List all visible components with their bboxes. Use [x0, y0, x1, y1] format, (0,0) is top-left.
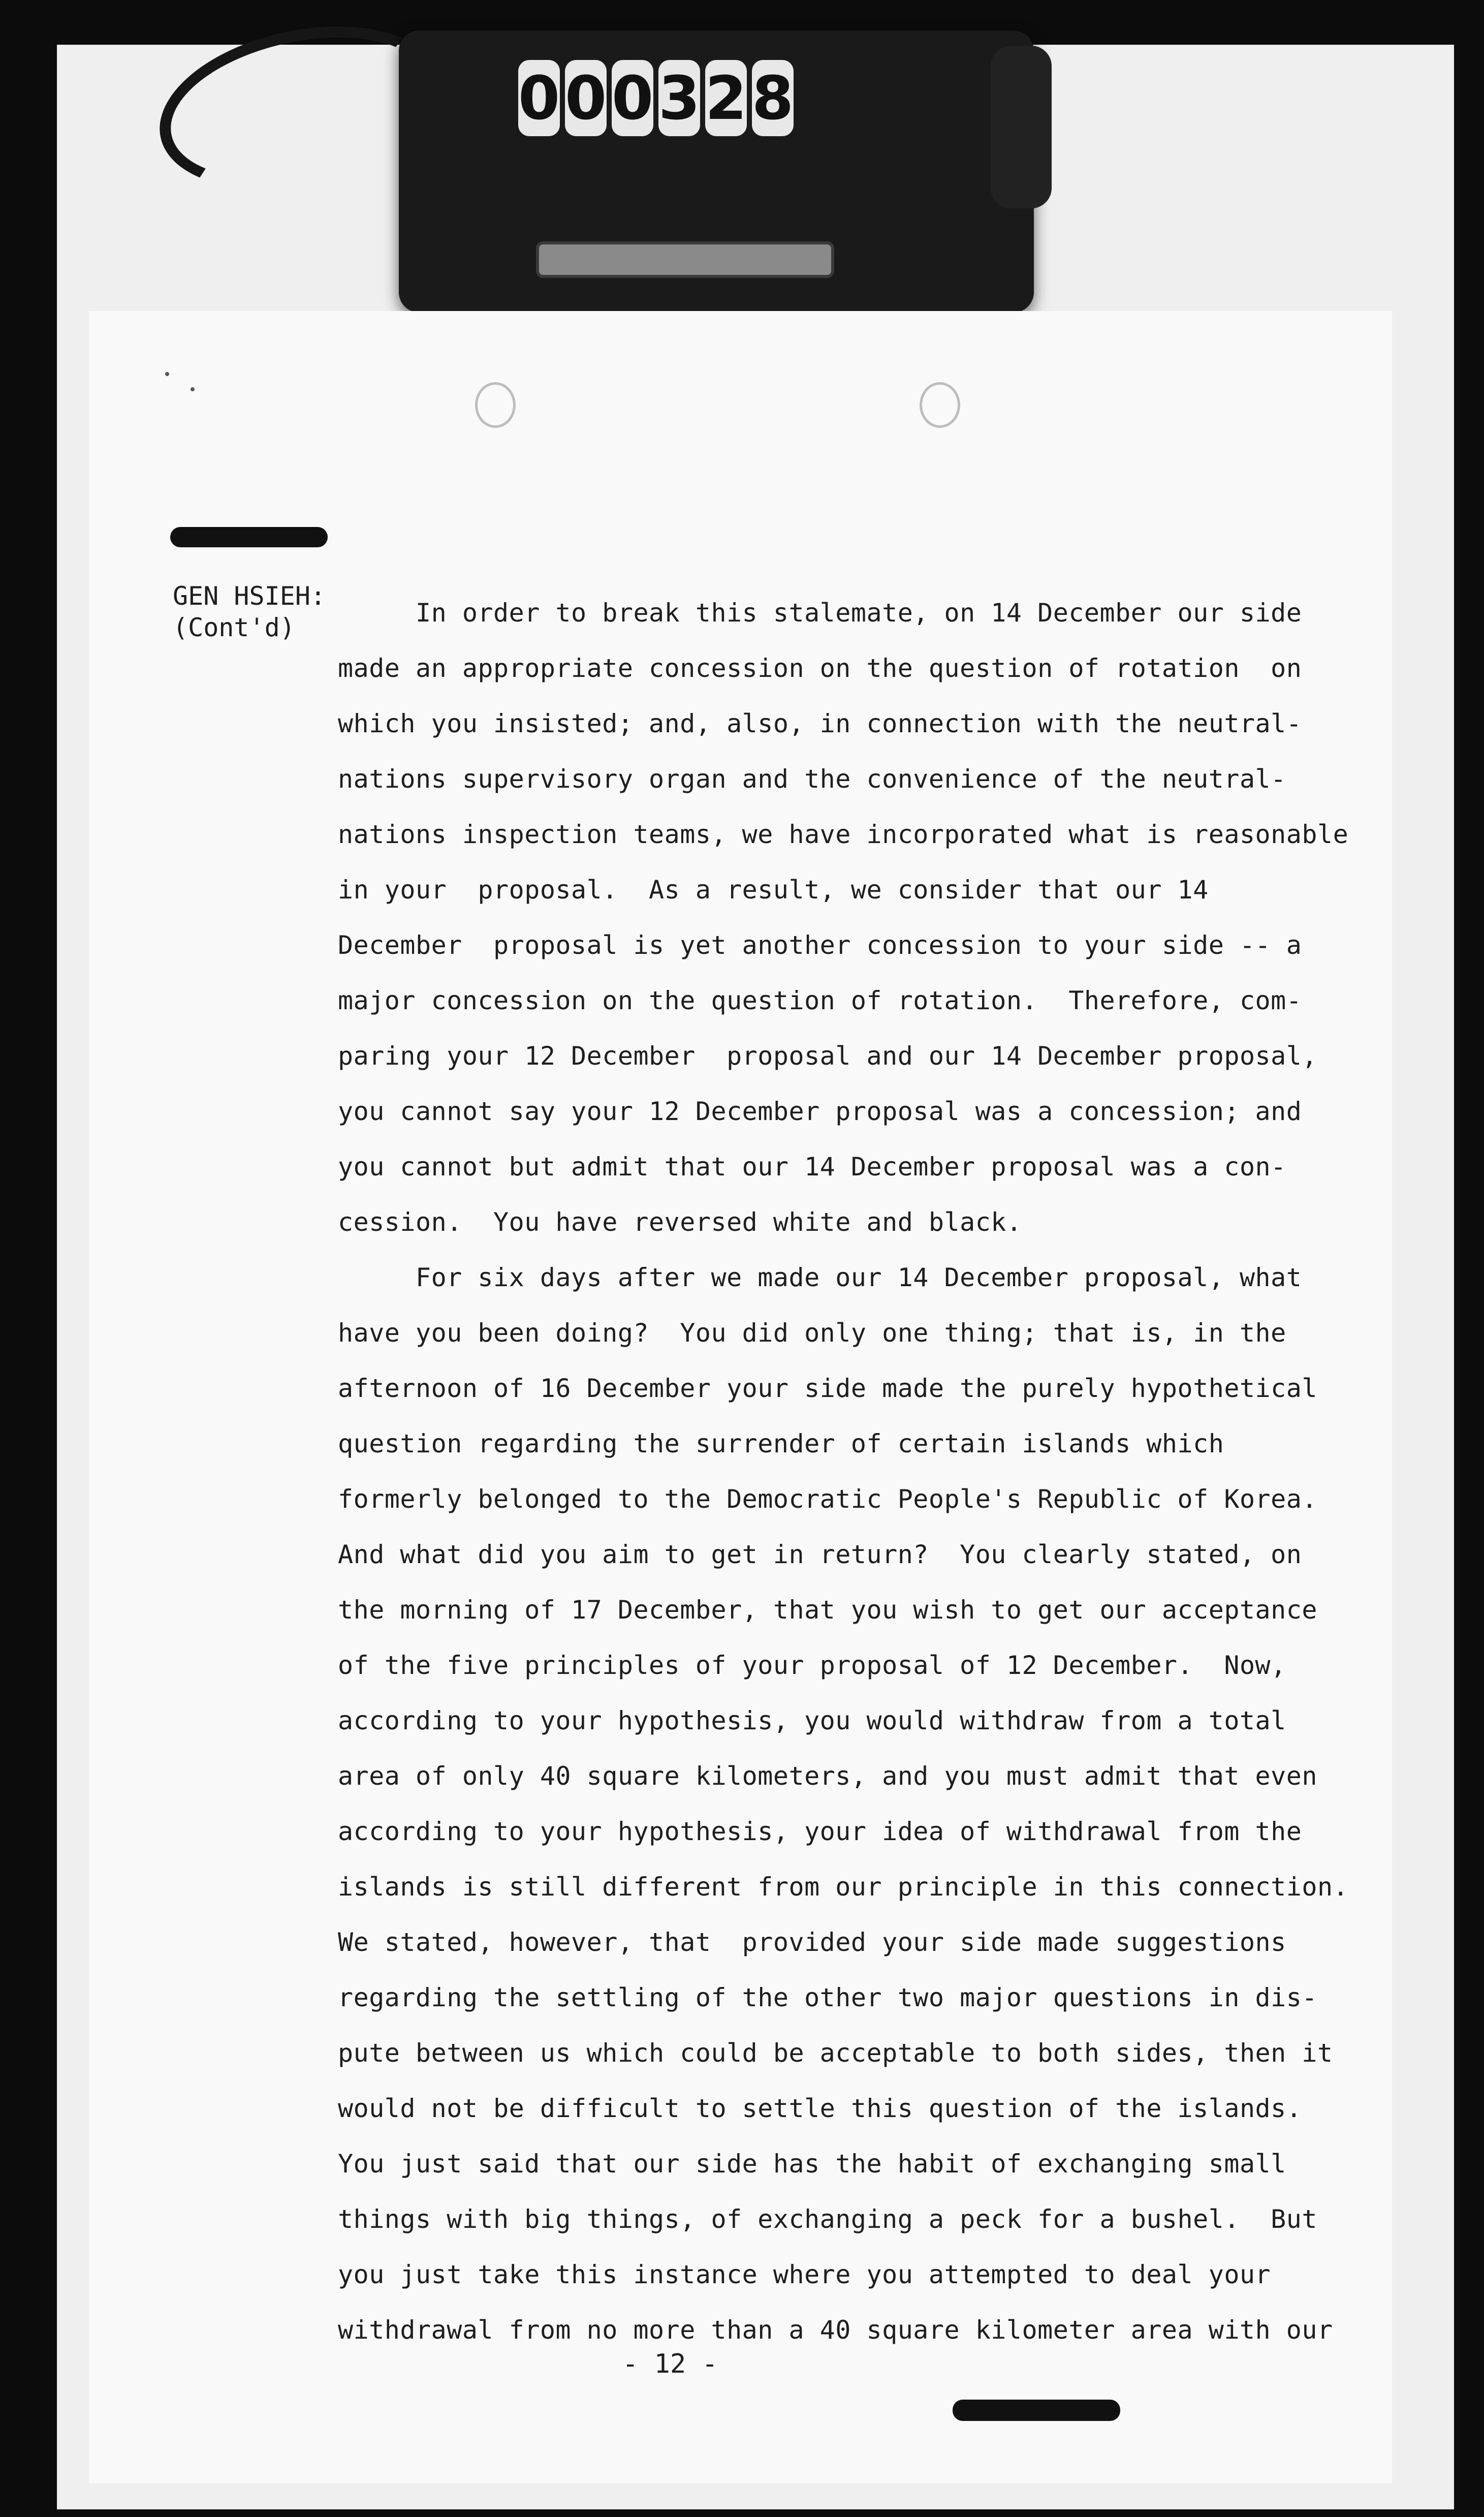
transcript-line: major concession on the question of rotation. Therefore, com-	[338, 986, 1302, 1015]
transcript-line: For six days after we made our 14 December proposal, what	[338, 1263, 1302, 1292]
transcript-line: you cannot say your 12 December proposal was a concession; and	[338, 1097, 1302, 1126]
transcript-line: things with big things, of exchanging a peck for a bushel. But	[338, 2204, 1317, 2234]
counter-digit: 0	[518, 60, 560, 136]
counter-digit: 8	[752, 60, 794, 136]
transcript-line: nations inspection teams, we have incorporated what is reasonable	[338, 820, 1349, 849]
transcript-line: have you been doing? You did only one thing; that is, in the	[338, 1318, 1286, 1348]
transcript-line: withdrawal from no more than a 40 square kilometer area with our	[338, 2315, 1333, 2345]
speck	[191, 387, 195, 391]
transcript-line: according to your hypothesis, your idea of withdrawal from the	[338, 1817, 1302, 1846]
counter-digit: 3	[658, 60, 700, 136]
page-number: - 12 -	[622, 2349, 718, 2379]
counter-plate	[536, 241, 834, 278]
counter-knob	[991, 46, 1052, 208]
speaker-name: GEN HSIEH:	[173, 581, 326, 611]
transcript-line: according to your hypothesis, you would withdraw from a total	[338, 1706, 1286, 1735]
redaction-mark-top	[170, 527, 328, 547]
transcript-line: question regarding the surrender of certain islands which	[338, 1429, 1224, 1458]
transcript-body	[338, 585, 1364, 2358]
transcript-line: of the five principles of your proposal of 12 December. Now,	[338, 1651, 1286, 1680]
punch-hole	[475, 382, 516, 428]
transcript-line: area of only 40 square kilometers, and you must admit that even	[338, 1761, 1317, 1791]
counter-digit: 0	[612, 60, 653, 136]
transcript-line: made an appropriate concession on the question of rotation on	[338, 654, 1302, 683]
frame-counter	[518, 60, 794, 136]
transcript-line: afternoon of 16 December your side made the purely hypothetical	[338, 1374, 1317, 1403]
transcript-line: cession. You have reversed white and black.	[338, 1207, 1022, 1237]
document-page	[89, 311, 1392, 2483]
punch-hole	[920, 382, 960, 428]
transcript-line: formerly belonged to the Democratic People's Republic of Korea.	[338, 1484, 1317, 1514]
transcript-line: regarding the settling of the other two major questions in dis-	[338, 1983, 1317, 2012]
transcript-line: in your proposal. As a result, we consider that our 14	[338, 875, 1209, 905]
speck	[165, 372, 169, 376]
transcript-line: you just take this instance where you attempted to deal your	[338, 2260, 1271, 2289]
transcript-line: And what did you aim to get in return? You clearly stated, on	[338, 1540, 1302, 1569]
transcript-line: islands is still different from our principle in this connection.	[338, 1872, 1349, 1902]
transcript-line: We stated, however, that provided your side made suggestions	[338, 1928, 1286, 1957]
transcript-line: you cannot but admit that our 14 December proposal was a con-	[338, 1152, 1286, 1182]
transcript-line: pute between us which could be acceptable to both sides, then it	[338, 2038, 1333, 2068]
transcript-line: nations supervisory organ and the convenience of the neutral-	[338, 764, 1286, 794]
transcript-line: the morning of 17 December, that you wish to get our acceptance	[338, 1595, 1317, 1625]
redaction-mark-bottom	[953, 2400, 1120, 2421]
counter-digit: 2	[705, 60, 747, 136]
transcript-line: December proposal is yet another concession to your side -- a	[338, 930, 1302, 960]
counter-digit: 0	[565, 60, 607, 136]
transcript-line: would not be difficult to settle this question of the islands.	[338, 2094, 1302, 2123]
transcript-line: which you insisted; and, also, in connection with the neutral-	[338, 709, 1302, 738]
transcript-line: In order to break this stalemate, on 14 December our side	[338, 598, 1302, 628]
transcript-line: You just said that our side has the habit of exchanging small	[338, 2149, 1286, 2179]
transcript-line: paring your 12 December proposal and our 14 December proposal,	[338, 1041, 1317, 1071]
speaker-continued: (Cont'd)	[173, 613, 295, 642]
